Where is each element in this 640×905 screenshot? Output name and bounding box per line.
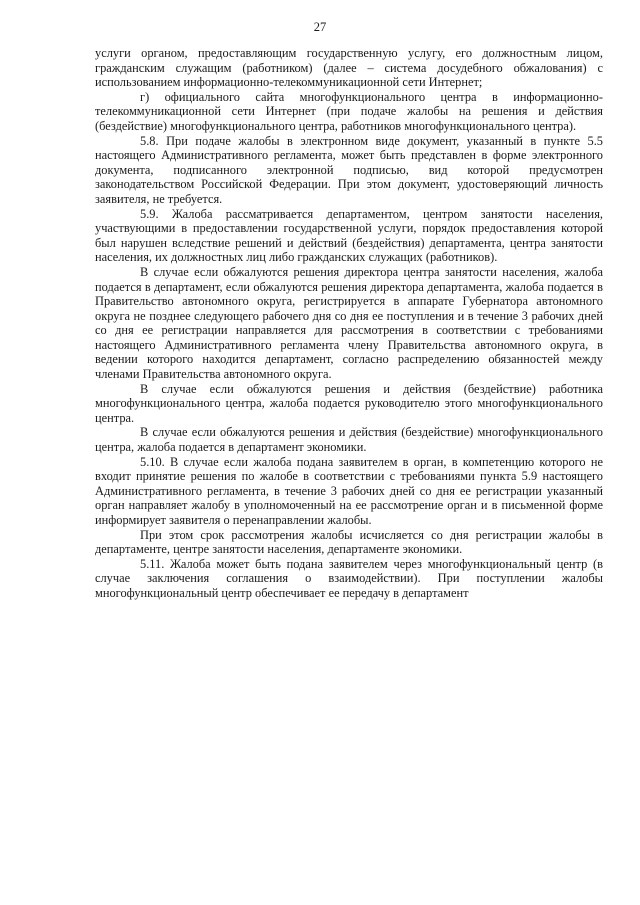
paragraph-item-g: г) официального сайта многофункционального центра в информационно-телекоммуникационной сети Интернет (при подаче жалобы на решения и действия (бездействие) многофункционального центра, работников многофункционального центра). (95, 89, 603, 133)
paragraph-5-10: 5.10. В случае если жалоба подана заявителем в орган, в компетенцию которого не входит принятие решения по жалобе в соответствии с требованиями пункта 5.9 настоящего Административного регламента, в течение 3 рабочих дней со дня ее регистрации указанный орган направляет жалобу в уполномоченный на ее рассмотрение орган и в письменной форме информирует заявителя о перенаправлении жалобы. (95, 454, 603, 527)
paragraph-5-9: 5.9. Жалоба рассматривается департаментом, центром занятости населения, участвующими в предоставлении государственной услуги, порядок предоставления которой был нарушен вследствие решений и действий (бездействия) департамента, центра занятости населения, их должностных лиц либо гражданских служащих (работников). (95, 206, 603, 265)
paragraph-term-calculation: При этом срок рассмотрения жалобы исчисляется со дня регистрации жалобы в департаменте, центре занятости населения, департаменте экономики. (95, 527, 603, 557)
paragraph-5-11: 5.11. Жалоба может быть подана заявителем через многофункциональный центр (в случае заключения соглашения о взаимодействии). При поступлении жалобы многофункциональный центр обеспечивает ее передачу в департамент (95, 556, 603, 600)
paragraph-continuation: услуги органом, предоставляющим государственную услугу, его должностным лицом, гражданским служащим (работником) (далее – система досудебного обжалования) с использованием информационно-телекоммуникационной сети Интернет; (95, 46, 603, 90)
paragraph-5-8: 5.8. При подаче жалобы в электронном виде документ, указанный в пункте 5.5 настоящего Административного регламента, может быть представлен в форме электронного документа, подписанного электронной подписью, вид которой предусмотрен законодательством Российской Федерации. При этом документ, удостоверяющий личность заявителя, не требуется. (95, 133, 603, 206)
paragraph-mfc-appeal: В случае если обжалуются решения и действия (бездействие) многофункционального центра, жалоба подается в департамент экономики. (95, 425, 603, 455)
document-body (95, 46, 603, 601)
page-number: 27 (313, 20, 327, 34)
paragraph-director-appeal: В случае если обжалуются решения директора центра занятости населения, жалоба подается в департамент, если обжалуются решения директора департамента, жалоба подается в Правительство автономного округа, регистрируется в аппарате Губернатора автономного округа не позднее следующего рабочего дня со дня ее поступления и в течение 3 рабочих дней со дня ее регистрации направляется для рассмотрения в соответствии с требованиями настоящего Административного регламента члену Правительства автономного округа, в ведении которого находится департамент, согласно распределению обязанностей между членами Правительства автономного округа. (95, 264, 603, 382)
paragraph-mfc-worker-appeal: В случае если обжалуются решения и действия (бездействие) работника многофункционального центра, жалоба подается руководителю этого многофункционального центра. (95, 381, 603, 425)
